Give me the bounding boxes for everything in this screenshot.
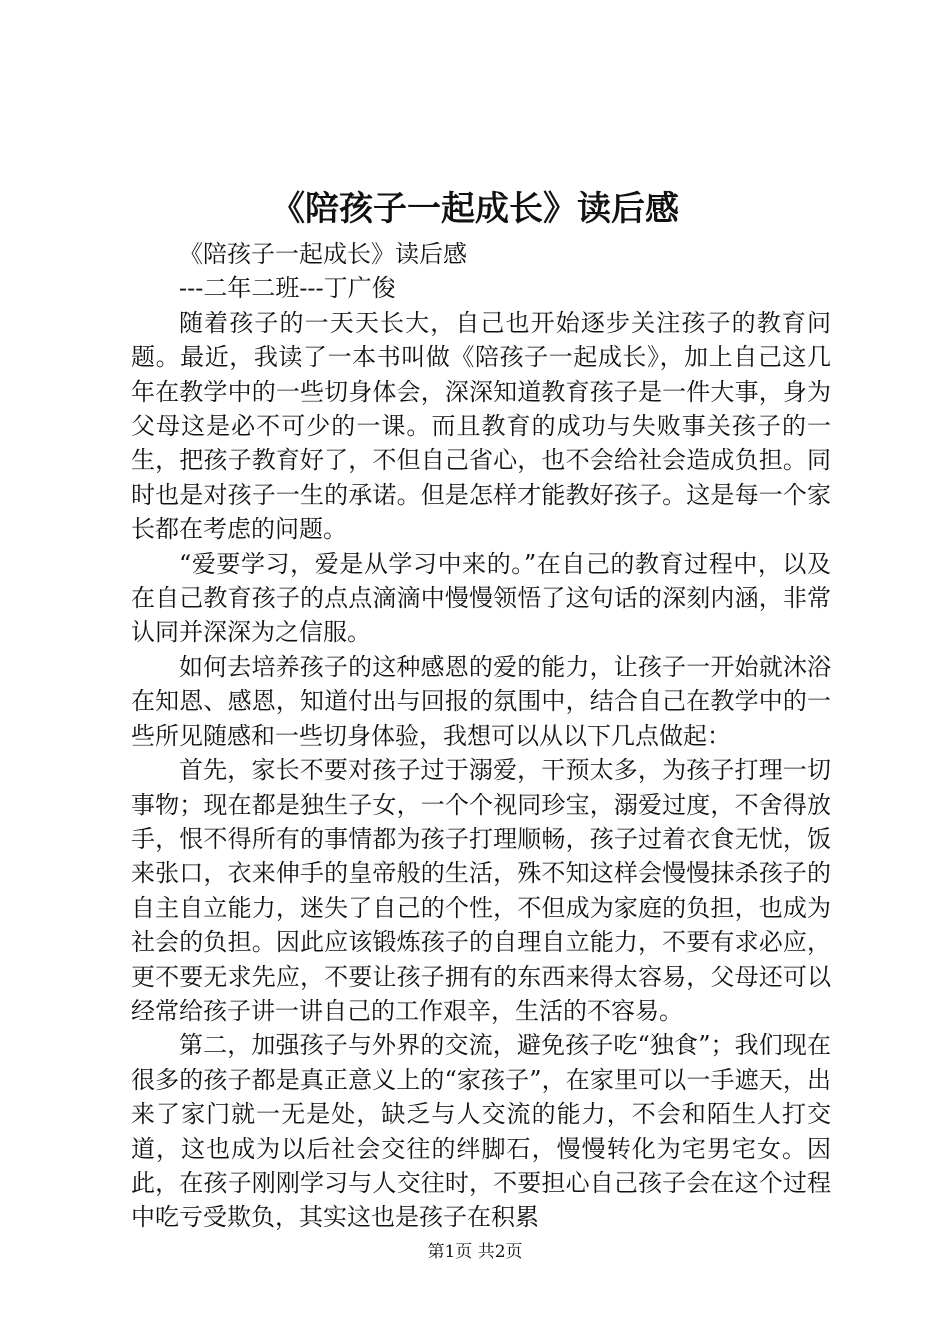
page-number-footer: 第1页 共2页	[427, 1242, 523, 1262]
document-subtitle: 《陪孩子一起成长》读后感	[179, 240, 467, 268]
document-title: 《陪孩子一起成长》读后感	[271, 189, 679, 229]
body-paragraph: 随着孩子的一天天长大，自己也开始逐步关注孩子的教育问题。最近，我读了一本书叫做《陪孩子一起成长》，加上自己这几年在教学中的一些切身体会，深深知道教育孩子是一件大事，身为父母这是必不可少的一课。而且教育的成功与失败事关孩子的一生，把孩子教育好了，不但自己省心，也不会给社会造成负担。同时也是对孩子一生的承诺。但是怎样才能教好孩子。这是每一个家长都在考虑的问题。	[131, 308, 831, 544]
document-body	[131, 237, 831, 1235]
body-paragraph: 首先，家长不要对孩子过于溺爱，干预太多，为孩子打理一切事物；现在都是独生子女，一个个视同珍宝，溺爱过度，不舍得放手，恨不得所有的事情都为孩子打理顺畅，孩子过着衣食无忧，饭来张口，衣来伸手的皇帝般的生活，殊不知这样会慢慢抹杀孩子的自主自立能力，迷失了自己的个性，不但成为家庭的负担，也成为社会的负担。因此应该锻炼孩子的自理自立能力，不要有求必应，更不要无求先应，不要让孩子拥有的东西来得太容易，父母还可以经常给孩子讲一讲自己的工作艰辛，生活的不容易。	[131, 756, 831, 1025]
body-paragraph: 如何去培养孩子的这种感恩的爱的能力，让孩子一开始就沐浴在知恩、感恩，知道付出与回报的氛围中，结合自己在教学中的一些所见随感和一些切身体验，我想可以从以下几点做起：	[131, 652, 831, 750]
author-byline: ---二年二班---丁广俊	[179, 274, 396, 303]
body-paragraph: “爱要学习，爱是从学习中来的。”在自己的教育过程中，以及在自己教育孩子的点点滴滴中慢慢领悟了这句话的深刻内涵，非常认同并深深为之信服。	[131, 549, 831, 647]
body-paragraph: 第二，加强孩子与外界的交流，避免孩子吃“独食”；我们现在很多的孩子都是真正意义上的“家孩子”，在家里可以一手遮天，出来了家门就一无是处，缺乏与人交流的能力，不会和陌生人打交道，这也成为以后社会交往的绊脚石，慢慢转化为宅男宅女。因此，在孩子刚刚学习与人交往时，不要担心自己孩子会在这个过程中吃亏受欺负，其实这也是孩子在积累	[131, 1031, 831, 1232]
